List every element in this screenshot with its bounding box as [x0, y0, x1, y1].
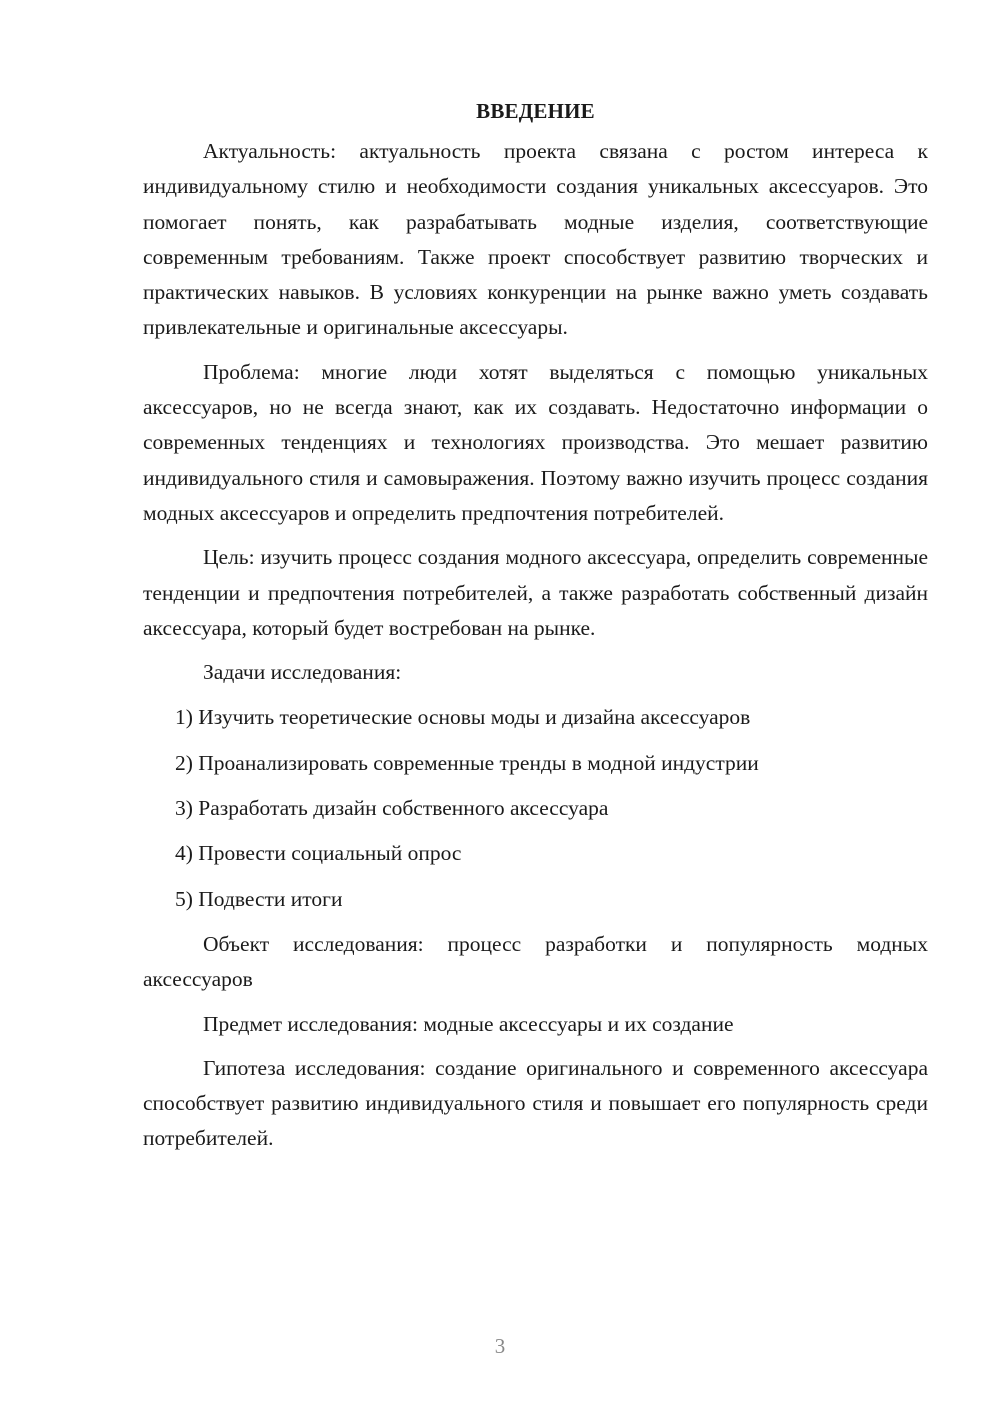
list-item: 3) Разработать дизайн собственного аксессуара: [175, 796, 609, 821]
list-item: 5) Подвести итоги: [175, 886, 343, 911]
section-title: ВВЕДЕНИЕ: [476, 99, 595, 123]
paragraph-goal: Цель: изучить процесс создания модного аксессуара, определить современные тенденции и предпочтения потребителей, а также разработать собственный дизайн аксессуара, который будет востребован на рынке.: [143, 545, 928, 640]
tasks-heading: Задачи исследования:: [203, 660, 402, 685]
paragraph-hypothesis: Гипотеза исследования: создание оригинального и современного аксессуара способствует развитию индивидуального стиля и повышает его популярность среди потребителей.: [143, 1055, 928, 1151]
page-number: 3: [494, 1334, 506, 1358]
paragraph-problem: Проблема: многие люди хотят выделяться с помощью уникальных аксессуаров, но не всегда знают, как их создавать. Недостаточно информации о современных тенденциях и технологиях производства. Это мешает развитию индивидуального стиля и самовыражения. Поэтому важно изучить процесс создания модных аксессуаров и определить предпочтения потребителей.: [143, 359, 928, 525]
page-content: [143, 96, 928, 1166]
list-item: 4) Провести социальный опрос: [175, 841, 462, 866]
tasks-list: [143, 700, 928, 916]
paragraph-subject: Предмет исследования: модные аксессуары и их создание: [203, 1011, 734, 1036]
list-item: 1) Изучить теоретические основы моды и дизайна аксессуаров: [175, 705, 751, 730]
paragraph-object: Объект исследования: процесс разработки и популярность модных аксессуаров: [143, 931, 928, 992]
paragraph-relevance: Актуальность: актуальность проекта связана с ростом интереса к индивидуальному стилю и необходимости создания уникальных аксессуаров. Это помогает понять, как разрабатывать модные изделия, соответствующие современным требованиям. Также проект способствует развитию творческих и практических навыков. В условиях конкуренции на рынке важно уметь создавать привлекательные и оригинальные аксессуары.: [143, 139, 928, 340]
list-item: 2) Проанализировать современные тренды в модной индустрии: [175, 750, 759, 775]
